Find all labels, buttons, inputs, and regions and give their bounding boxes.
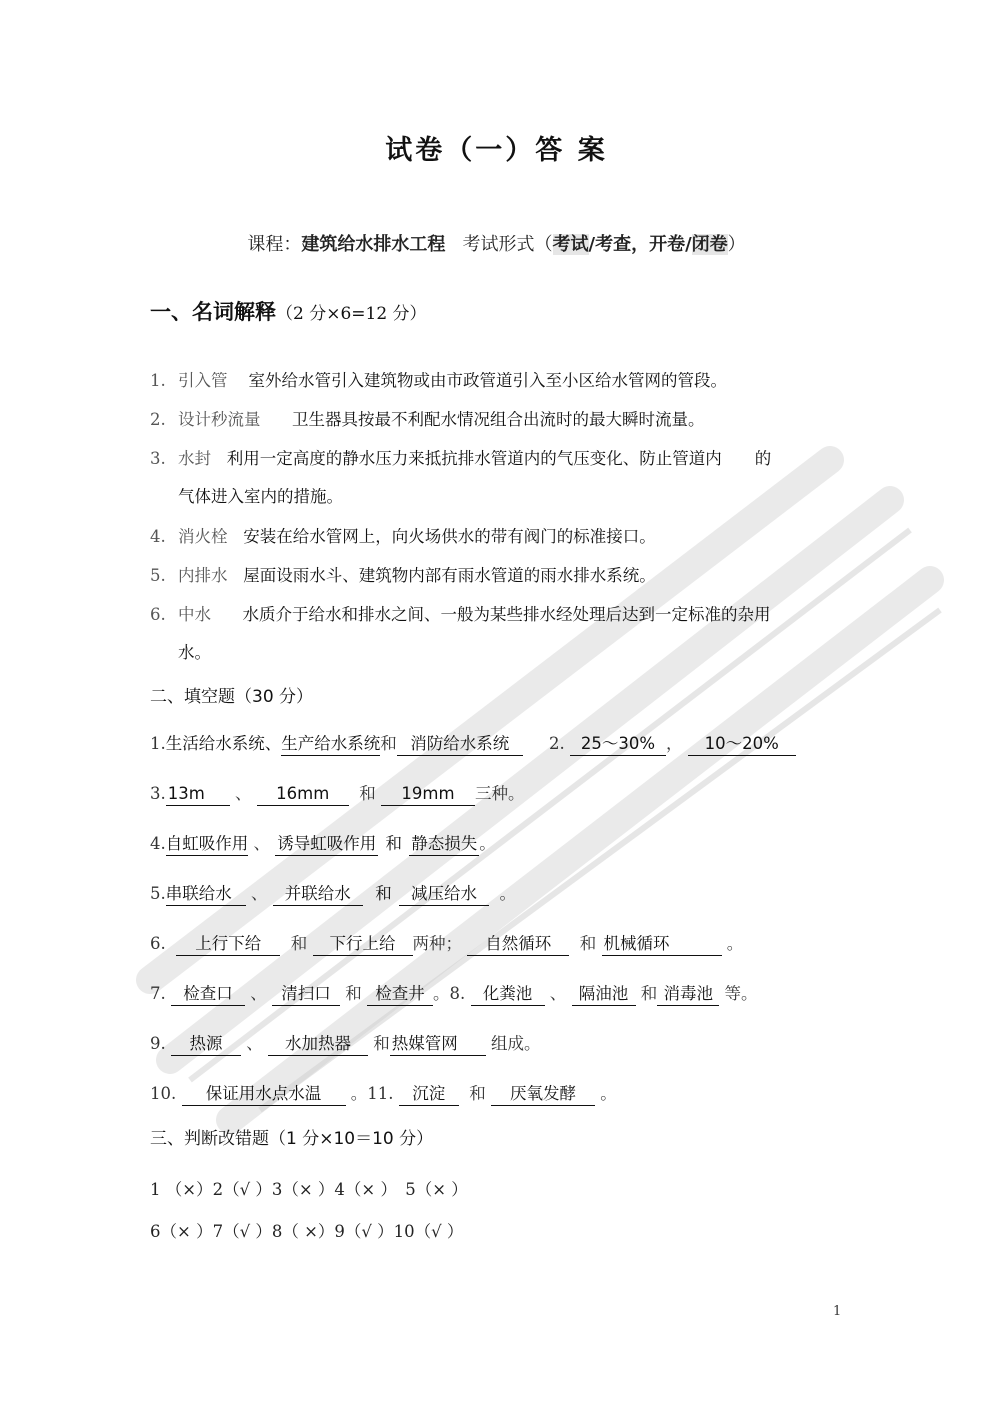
sep: 。 bbox=[499, 884, 516, 903]
sep: 。 bbox=[479, 834, 496, 853]
course-name: 建筑给水排水工程 bbox=[301, 234, 446, 255]
answer: 16mm bbox=[257, 783, 349, 806]
fill-row-5 bbox=[150, 880, 870, 906]
answer: 25～30% bbox=[570, 733, 666, 756]
item-term: 消火栓 bbox=[178, 527, 228, 546]
q-number: 5. bbox=[150, 884, 166, 903]
definition-item bbox=[150, 362, 850, 400]
sep: 、 bbox=[549, 984, 567, 1003]
q-number: 9. bbox=[150, 1034, 166, 1053]
answer: 生产给水系统 bbox=[281, 733, 380, 756]
exam-option-selected: 考试 bbox=[552, 234, 589, 255]
definition-item bbox=[150, 596, 850, 672]
answer: 沉淀 bbox=[399, 1083, 459, 1106]
sep: 等。 bbox=[724, 984, 758, 1003]
section1-heading bbox=[150, 296, 427, 326]
course-prefix: 课程： bbox=[247, 234, 302, 255]
sep: 。11. bbox=[350, 1084, 394, 1103]
answer: 热源 bbox=[171, 1033, 241, 1056]
section2-heading: 二、填空题（30 分） bbox=[150, 687, 314, 707]
sep: 组成。 bbox=[491, 1034, 541, 1053]
exam-mode-selected: 闭卷 bbox=[691, 234, 728, 255]
q-number: 2. bbox=[548, 734, 565, 753]
sep: ， bbox=[665, 734, 683, 753]
fill-row-3 bbox=[150, 780, 870, 806]
judge-line-2: 6（× ）7（√ ）8（ ×）9（√ ）10（√ ） bbox=[150, 1222, 464, 1241]
section3-heading: 三、判断改错题（1 分×10＝10 分） bbox=[150, 1129, 434, 1149]
sep: 、 bbox=[251, 884, 268, 903]
item-number: 1. bbox=[150, 371, 166, 390]
answer: 消防给水系统 bbox=[397, 733, 523, 756]
item-number: 6. bbox=[150, 605, 166, 624]
course-close: ） bbox=[727, 234, 746, 255]
sep: 、 bbox=[246, 1034, 263, 1053]
answer: 静态损失 bbox=[409, 833, 479, 856]
sep: 和 bbox=[579, 934, 597, 953]
page-title: 试卷（一）答 案 bbox=[385, 135, 608, 166]
definition-item bbox=[150, 518, 850, 556]
answer: 保证用水点水温 bbox=[182, 1083, 346, 1106]
sep: 和 bbox=[375, 884, 392, 903]
exam-form-label: 考试形式（ bbox=[462, 234, 553, 255]
answer: 减压给水 bbox=[399, 883, 489, 906]
item-definition-cont: 水。 bbox=[178, 643, 211, 662]
item-number: 2. bbox=[150, 410, 166, 429]
sep: 和 bbox=[359, 784, 376, 803]
fill-row-4 bbox=[150, 830, 870, 856]
q-number: 6. bbox=[150, 934, 166, 953]
item-term: 引入管 bbox=[178, 371, 228, 390]
sep: 和 bbox=[373, 1034, 390, 1053]
answer: 厌氧发酵 bbox=[491, 1083, 595, 1106]
fill-row-7 bbox=[150, 980, 870, 1006]
answer: 13m bbox=[166, 783, 230, 806]
item-definition: 屋面设雨水斗、建筑物内部有雨水管道的雨水排水系统。 bbox=[243, 566, 656, 585]
sep: 、 bbox=[250, 984, 267, 1003]
fill-row-6 bbox=[150, 930, 870, 956]
item-definition: 安装在给水管网上，向火场供水的带有阀门的标准接口。 bbox=[243, 527, 656, 546]
answer: 上行下给 bbox=[176, 933, 280, 956]
item-definition: 利用一定高度的静水压力来抵抗排水管道内的气压变化、防止管道内 的 bbox=[226, 449, 772, 468]
sep: 。 bbox=[600, 1084, 617, 1103]
q-number: 1. bbox=[150, 734, 166, 753]
course-line bbox=[0, 230, 993, 256]
answer: 水加热器 bbox=[268, 1033, 368, 1056]
answer: 自然循环 bbox=[467, 933, 569, 956]
sep: 三种。 bbox=[475, 784, 525, 803]
q-number: 10. bbox=[150, 1084, 177, 1103]
definition-item bbox=[150, 440, 850, 516]
answer: 诱导虹吸作用 bbox=[275, 833, 378, 856]
answer: 19mm bbox=[381, 783, 475, 806]
judge-line-1: 1 （×）2（√ ）3（× ）4（× ） 5（× ） bbox=[150, 1180, 468, 1199]
fill-row-9 bbox=[150, 1030, 870, 1056]
q-number: 3. bbox=[150, 784, 166, 803]
answer: 热媒管网 bbox=[390, 1033, 486, 1056]
answer: 检查口 bbox=[171, 983, 245, 1006]
sep: 和 bbox=[345, 984, 362, 1003]
answer: 10～20% bbox=[688, 733, 796, 756]
item-number: 4. bbox=[150, 527, 166, 546]
exam-option-sep: /考查，开卷/ bbox=[588, 234, 692, 255]
fill-row-1 bbox=[150, 730, 870, 756]
q-number: 7. bbox=[150, 984, 166, 1003]
definition-item bbox=[150, 401, 850, 439]
sep: 和 bbox=[469, 1084, 486, 1103]
answer: 自虹吸作用 bbox=[166, 833, 249, 856]
answer: 机械循环 bbox=[602, 933, 722, 956]
page-number: 1 bbox=[833, 1304, 842, 1319]
sep: 、 bbox=[264, 734, 282, 753]
sep: 。8. bbox=[433, 984, 466, 1003]
answer: 检查井 bbox=[367, 983, 433, 1006]
sep: 和 bbox=[640, 984, 658, 1003]
item-definition: 水质介于给水和排水之间、一般为某些排水经处理后达到一定标准的杂用 bbox=[242, 605, 771, 624]
item-number: 5. bbox=[150, 566, 166, 585]
item-definition-cont: 气体进入室内的措施。 bbox=[178, 487, 343, 506]
item-definition: 室外给水管引入建筑物或由市政管道引入至小区给水管网的管段。 bbox=[248, 371, 727, 390]
fill-row-10 bbox=[150, 1080, 870, 1106]
section1-score: （2 分×6=12 分） bbox=[276, 304, 427, 324]
answer: 隔油池 bbox=[572, 983, 636, 1006]
q-number: 4. bbox=[150, 834, 166, 853]
answer: 下行上给 bbox=[313, 933, 413, 956]
item-term: 中水 bbox=[178, 605, 211, 624]
answer: 生活给水系统 bbox=[165, 734, 265, 753]
sep: 和 bbox=[385, 834, 402, 853]
item-number: 3. bbox=[150, 449, 166, 468]
sep: 、 bbox=[253, 834, 270, 853]
answer: 串联给水 bbox=[166, 883, 246, 906]
sep: 、 bbox=[235, 784, 252, 803]
sep: 和 bbox=[290, 934, 308, 953]
definition-item bbox=[150, 557, 850, 595]
answer: 并联给水 bbox=[273, 883, 363, 906]
answer: 消毒池 bbox=[657, 983, 719, 1006]
sep: 两种； bbox=[412, 934, 462, 953]
item-term: 内排水 bbox=[178, 566, 228, 585]
item-definition: 卫生器具按最不利配水情况组合出流时的最大瞬时流量。 bbox=[291, 410, 705, 429]
answer: 清扫口 bbox=[272, 983, 340, 1006]
item-term: 水封 bbox=[178, 449, 211, 468]
answer: 化粪池 bbox=[471, 983, 545, 1006]
section1-title: 一、名词解释 bbox=[150, 300, 276, 324]
sep: 和 bbox=[380, 734, 397, 753]
item-term: 设计秒流量 bbox=[178, 410, 261, 429]
sep: 。 bbox=[726, 934, 744, 953]
